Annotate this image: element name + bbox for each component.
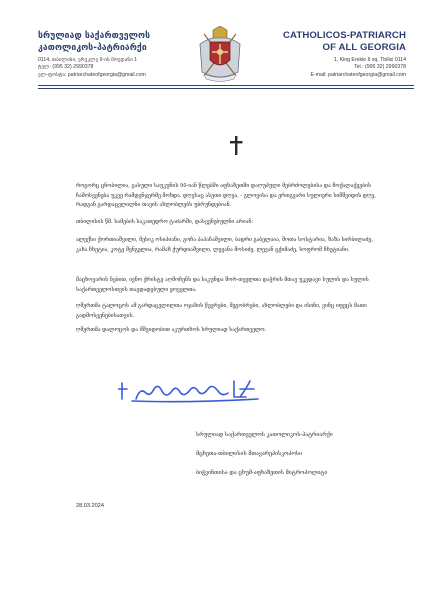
letterhead-phone-ka: ტელ: (995 32) 2990378 xyxy=(38,64,94,71)
signatory-line-1: სრულიად საქართველოს კათოლიკოს-პატრიარქი xyxy=(196,432,333,438)
letterhead-email-ka: ელ-ფოსტა: patriarchateofgeorgia@gmail.com xyxy=(38,71,146,78)
signatory-block xyxy=(196,431,411,488)
letterhead-title-en-2: OF ALL GEORGIA xyxy=(322,42,406,53)
letterhead-title-ka-1: სრულიად საქართველოს xyxy=(38,31,151,41)
letterhead-georgian xyxy=(38,30,188,79)
letterhead-english xyxy=(276,30,406,79)
signatory-line-3: ბიჭვინთისა და ცხუმ-აფხაზეთის მიტროპოლიტი xyxy=(196,470,328,476)
paragraph-2: თბილისის წმ. სამების საკათედრო ტაძარში, დასვენებულნი არიან: xyxy=(76,219,254,225)
letterhead-title-en-1: CATHOLICOS-PATRIARCH xyxy=(283,30,406,41)
paragraph-blessing-families xyxy=(76,302,376,321)
paragraph-1: როგორც ცნობილია, გასული საუკუნის 90-იან წლებში აფხაზეთში დაღუპული მებრძოლებისა და მოქალაქეების ჩამოსვენება უკვე რამდენჯერმე მოხდა. დღესაც ასეთი დღეა, - გლოვისა და ერთგვარი სულიერი სიმშვიდის დღე, რადგან გარდაცვლილნი თავის ახლობლებს უბრუნდებიან. xyxy=(76,183,376,209)
paragraph-names xyxy=(76,236,376,255)
paragraph-intro xyxy=(76,182,376,211)
letterhead-email-en: E-mail: patriarchateofgeorgia@gmail.com xyxy=(310,71,406,78)
handwritten-signature-icon xyxy=(118,377,278,405)
letter-date: 28.03.2024 xyxy=(76,503,104,509)
letterhead-address-en: 1, King Erekle II sq. Tbilisi 0114 xyxy=(333,57,406,63)
orthodox-cross-icon xyxy=(229,136,243,155)
letterhead-divider xyxy=(38,85,414,86)
patriarchate-emblem-icon xyxy=(194,26,246,84)
paragraph-blessing-georgia xyxy=(76,326,376,336)
paragraph-3: ალექსი ქორთიაშვილი, მესიკ ოსიპიანი, გოჩა პაპაჩაშვილი, ბადრი გაბელაია, შოთა სოსტარია, ზაზა სირბილაძე, კახა ჩხეტია, კოტე შენგელია, რამაზ ქურდიაშვილი, ლევანა მოსიძე, ლევან ცქიმაძე, სოფრომ ჩხეტიანი. xyxy=(76,237,374,253)
paragraph-faith xyxy=(76,276,376,295)
paragraph-5: ღმერთმა ტალოცოს ამ გარდაცვლილთა ოჯახის წევრები, მეგობრები, ახლობლები და ისინი, ვინც იფეცს მათი გადმოსვენებისათვის. xyxy=(76,303,367,319)
letterhead-divider-thin xyxy=(38,88,414,89)
paragraph-6: ღმერთმა დალოცოს და მშვიდობით აკურთხოს სრულიად საქართველო. xyxy=(76,327,267,333)
letterhead-phone-en: Tel.: (995 32) 2990378 xyxy=(354,64,406,71)
paragraph-4: მაცხოვარის ნებით, ივნო ქრისტე აღმოჩენს და საკუნდა შორ-თველთა დაჭრის მთავ უკვდავი სულის და სულის საქართველოსთვის თავდადებული ყოველთა. xyxy=(76,277,369,293)
paragraph-cathedral xyxy=(76,218,376,228)
signatory-line-2: მცხეთა-თბილისის მთავარეპისკოპოსი xyxy=(196,451,303,457)
letterhead-address-ka: 0114, თბილისი, ერეკლე II-ის მოედანი 1 xyxy=(38,57,138,63)
letterhead-title-ka-2: კათოლიკოს-პატრიარქი xyxy=(38,43,147,53)
